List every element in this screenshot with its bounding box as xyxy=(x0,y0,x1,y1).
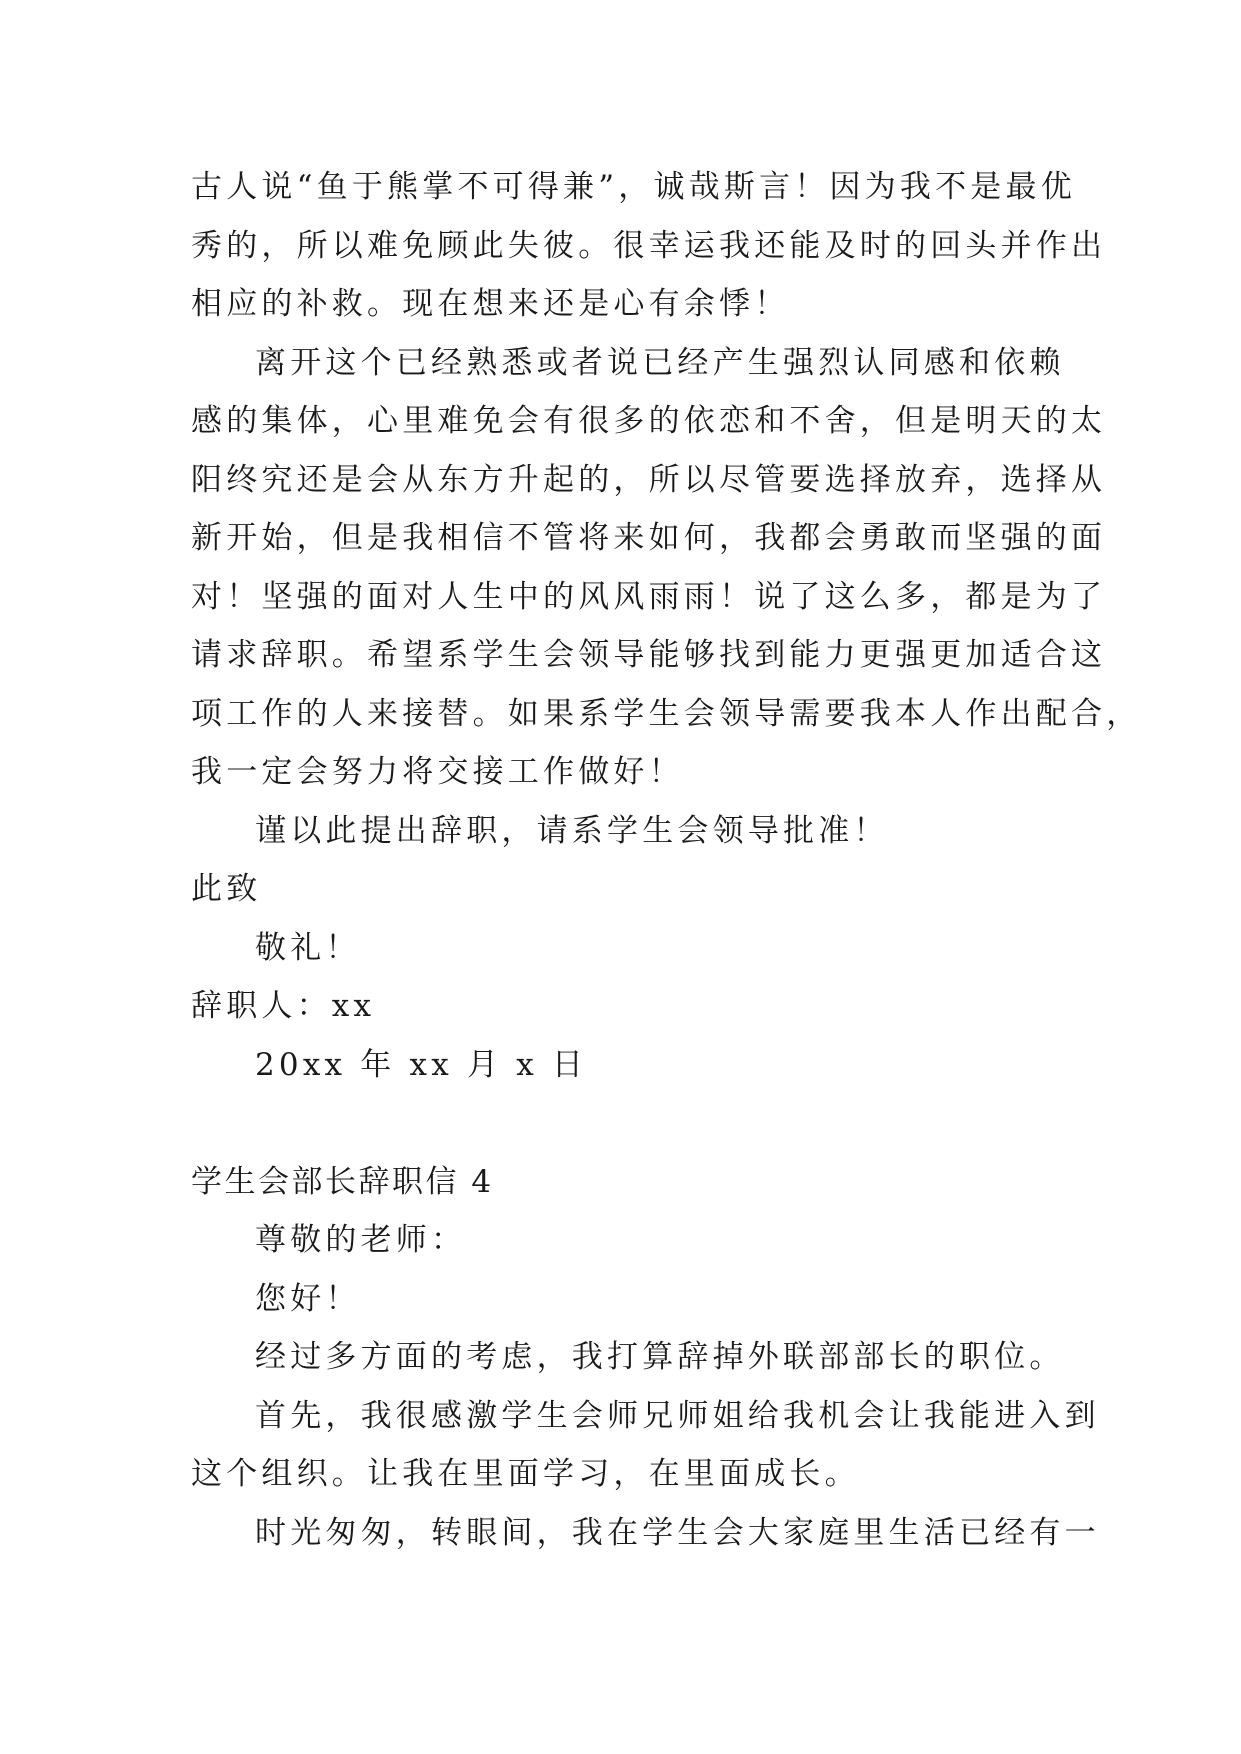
text-line: 秀的，所以难免顾此失彼。很幸运我还能及时的回头并作出 xyxy=(191,227,1107,264)
paragraph-5: 时光匆匆，转眼间，我在学生会大家庭里生活已经有一 xyxy=(255,1514,1100,1551)
closing-phrase: 此致 xyxy=(191,871,262,907)
blank-line xyxy=(191,1094,1059,1153)
text-line: 对！坚强的面对人生中的风风雨雨！说了这么多，都是为了 xyxy=(191,578,1107,615)
text-line: 这个组织。让我在里面学习，在里面成长。 xyxy=(191,1456,860,1492)
section-title: 学生会部长辞职信 4 xyxy=(191,1163,494,1200)
date: 20xx 年 xx 月 x 日 xyxy=(255,1046,588,1083)
paragraph-2 xyxy=(191,334,1142,802)
paragraph-4 xyxy=(191,1387,1100,1504)
text-line: 首先，我很感激学生会师兄师姐给我机会让我能进入到 xyxy=(255,1397,1100,1434)
salute: 敬礼！ xyxy=(255,929,361,966)
resignation-request: 谨以此提出辞职，请系学生会领导批准！ xyxy=(255,812,889,849)
signature: 辞职人：xx xyxy=(191,988,376,1024)
text-line: 项工作的人来接替。如果系学生会领导需要我本人作出配合， xyxy=(191,695,1142,732)
text-line: 离开这个已经熟悉或者说已经产生强烈认同感和依赖 xyxy=(255,344,1065,381)
paragraph-1 xyxy=(191,158,1107,334)
text-line: 我一定会努力将交接工作做好！ xyxy=(191,754,684,790)
greeting: 尊敬的老师： xyxy=(255,1222,467,1258)
text-line: 请求辞职。希望系学生会领导能够找到能力更强更加适合这 xyxy=(191,637,1107,673)
text-line: 新开始，但是我相信不管将来如何，我都会勇敢而坚强的面 xyxy=(191,520,1107,556)
text-line: 阳终究还是会从东方升起的，所以尽管要选择放弃，选择从 xyxy=(191,461,1107,498)
text-line: 相应的补救。现在想来还是心有余悸！ xyxy=(191,286,790,322)
hello: 您好！ xyxy=(255,1280,361,1317)
text-line: 古人说“鱼于熊掌不可得兼”，诚哉斯言！因为我不是最优 xyxy=(191,169,1076,205)
document-page xyxy=(191,158,1142,1562)
paragraph-3: 经过多方面的考虑，我打算辞掉外联部部长的职位。 xyxy=(255,1339,1065,1375)
text-line: 感的集体，心里难免会有很多的依恋和不舍，但是明天的太 xyxy=(191,403,1107,439)
